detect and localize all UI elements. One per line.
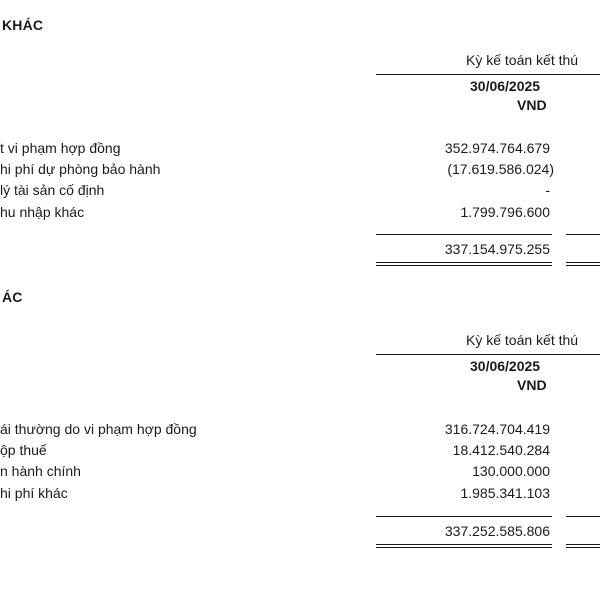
section1-subtotal-rule-next [566,234,600,235]
section1-row-label: lý tài sản cố định [0,182,105,198]
section1-heading: KHÁC [2,17,44,33]
section2-row-value: 130.000.000 [472,463,550,479]
section2-total-rule-next-bottom [566,547,600,548]
section2-heading: ÁC [2,289,23,305]
section1-total-rule-next-top [566,262,600,263]
section1-period-header: Kỳ kế toán kết thú [466,52,579,68]
section2-total: 337.252.585.806 [444,523,550,539]
section1-unit: VND [517,97,547,113]
section1-total: 337.154.975.255 [444,241,550,257]
section1-row-label: hu nhập khác [0,204,85,220]
section1-total-rule-bottom [376,265,552,266]
section2-period-header: Kỳ kế toán kết thú [466,332,579,348]
section1-row-label: hi phí dự phòng bảo hành [0,161,161,177]
section2-unit: VND [517,377,547,393]
section1-total-rule-next-bottom [566,265,600,266]
section2-header-rule [376,354,600,355]
section2-subtotal-rule [376,516,552,517]
section2-row-label: n hành chính [0,463,81,479]
section2-date: 30/06/2025 [470,358,541,374]
section1-header-rule [376,74,600,75]
section1-subtotal-rule [376,234,552,235]
section2-row-value: 1.985.341.103 [460,485,550,501]
section2-total-rule-next-top [566,544,600,545]
section1-row-label: t vi phạm hợp đồng [0,140,121,156]
section1-row-value: 1.799.796.600 [460,204,550,220]
section2-row-label: ái thường do vi phạm hợp đồng [0,421,197,437]
section1-row-value: 352.974.764.679 [444,140,550,156]
section1-total-rule-top [376,262,552,263]
section2-total-rule-top [376,544,552,545]
section1-row-value: (17.619.586.024) [447,161,554,177]
section2-row-label: ộp thuế [0,442,47,458]
section2-row-value: 316.724.704.419 [444,421,550,437]
section2-subtotal-rule-next [566,516,600,517]
section2-total-rule-bottom [376,547,552,548]
section2-row-value: 18.412.540.284 [452,442,550,458]
section1-date: 30/06/2025 [470,78,541,94]
section1-row-value: - [545,182,550,198]
section2-row-label: hi phí khác [0,485,68,501]
